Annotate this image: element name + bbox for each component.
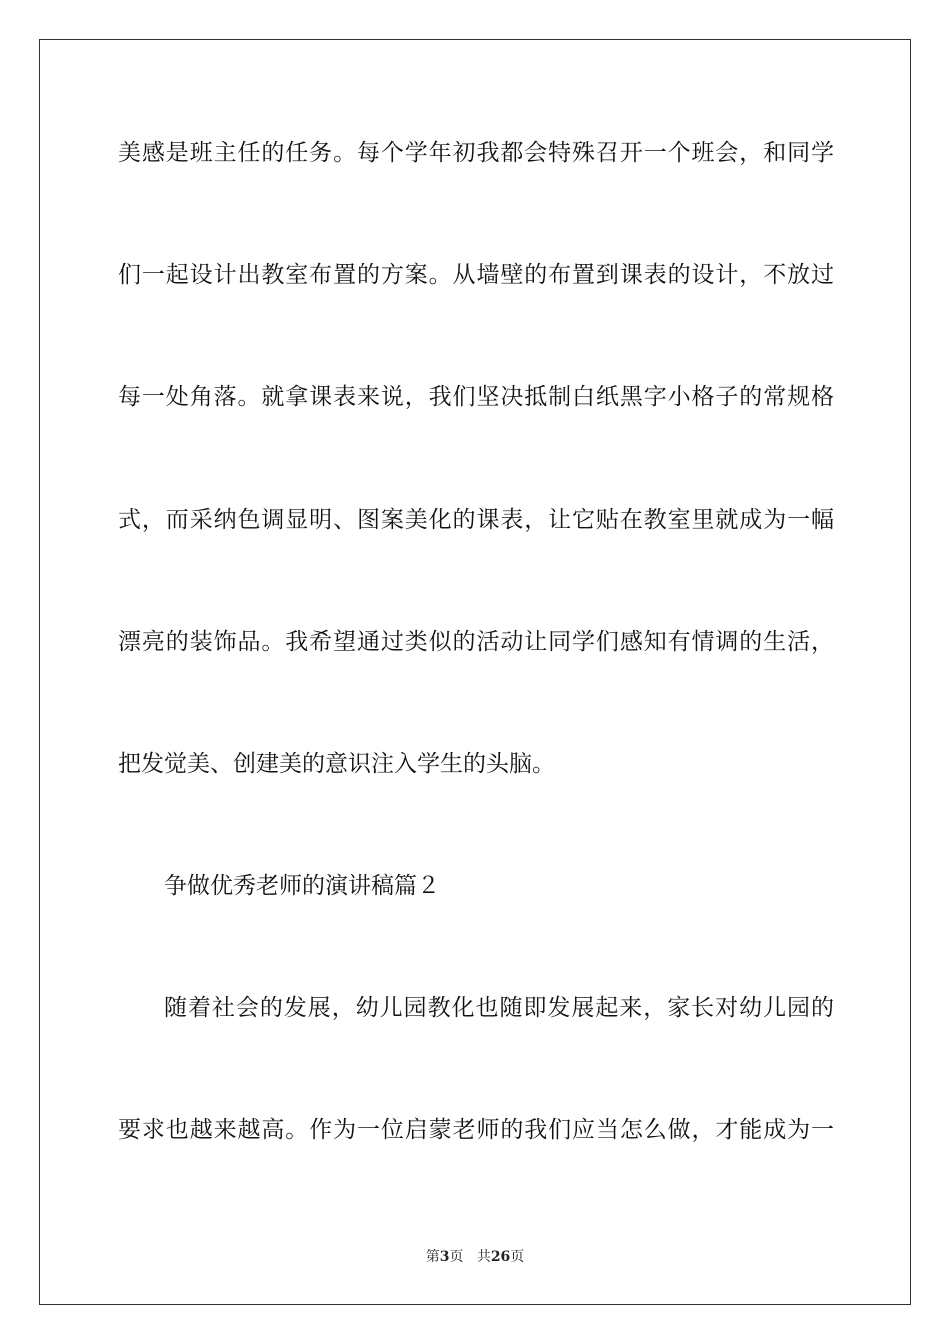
- section-heading: 争做优秀老师的演讲稿篇２: [164, 873, 440, 899]
- footer-total-prefix: 共: [476, 1249, 491, 1265]
- page-footer: [0, 1248, 950, 1266]
- body-line-3: 每一处角落。就拿课表来说，我们坚决抵制白纸黑字小格子的常规格: [118, 384, 834, 410]
- footer-page-number: 3: [439, 1249, 450, 1265]
- footer-page-suffix: 页: [449, 1249, 464, 1265]
- footer-total-suffix: 页: [510, 1249, 525, 1265]
- body-line-4: 式，而采纳色调显明、图案美化的课表，让它贴在教室里就成为一幅: [118, 507, 834, 533]
- body-line-5: 漂亮的装饰品。我希望通过类似的活动让同学们感知有情调的生活，: [118, 629, 834, 655]
- footer-total-pages: 26: [490, 1249, 511, 1265]
- body-line-2: 们一起设计出教室布置的方案。从墙壁的布置到课表的设计，不放过: [118, 262, 834, 288]
- body-line-6: 把发觉美、创建美的意识注入学生的头脑。: [118, 751, 555, 777]
- paragraph2-line-2: 要求也越来越高。作为一位启蒙老师的我们应当怎么做，才能成为一: [118, 1117, 834, 1143]
- paragraph2-line-1: 随着社会的发展，幼儿园教化也随即发展起来，家长对幼儿园的: [164, 995, 834, 1021]
- footer-page-prefix: 第: [425, 1249, 440, 1265]
- body-line-1: 美感是班主任的任务。每个学年初我都会特殊召开一个班会，和同学: [118, 140, 834, 166]
